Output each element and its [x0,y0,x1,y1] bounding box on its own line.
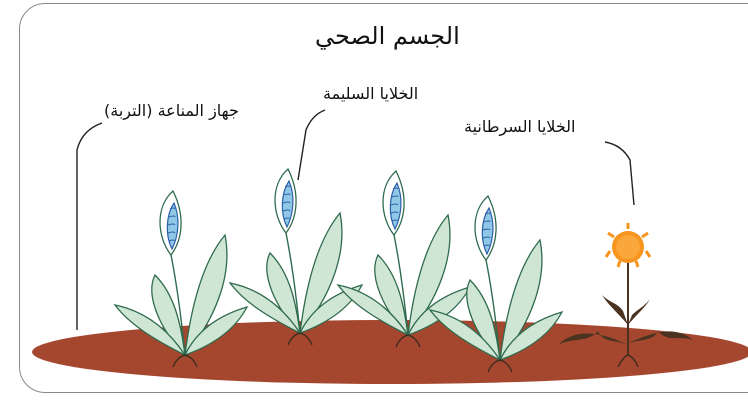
healthy-plant-2 [230,169,362,345]
label-immune-system: جهاز المناعة (التربة) [104,101,239,120]
label-healthy-cells: الخلايا السليمة [323,84,419,103]
diagram-title: الجسم الصحي [315,22,460,50]
soil [32,320,748,384]
label-cancer-cells: الخلايا السرطانية [464,117,576,136]
